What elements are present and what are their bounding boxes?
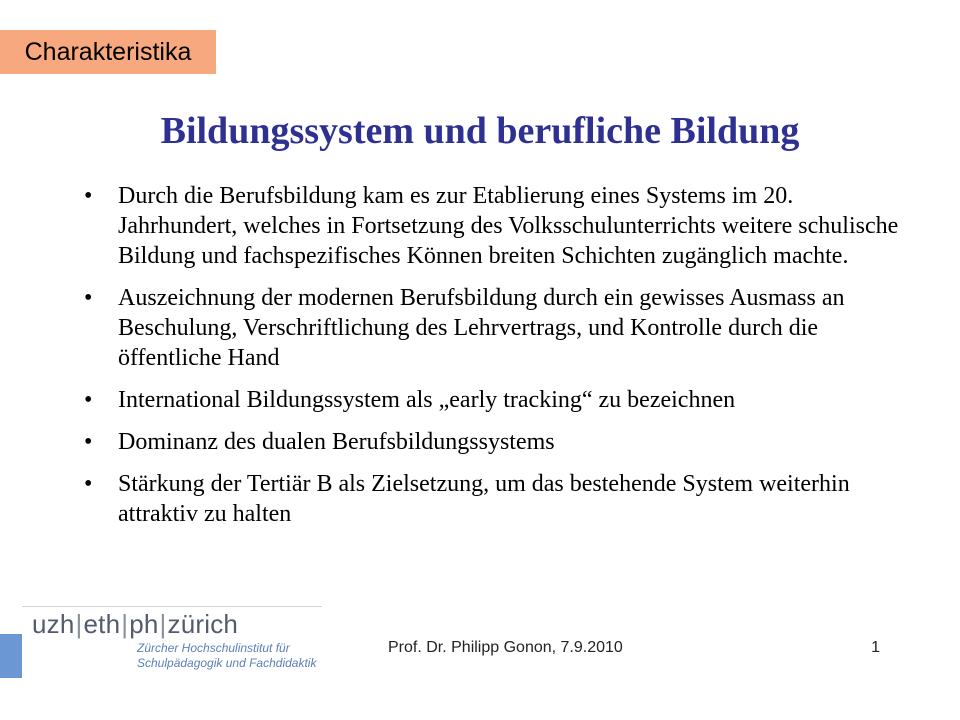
bullet-item	[84, 427, 904, 457]
logo-separator: |	[75, 609, 83, 639]
bullet-text: Durch die Berufsbildung kam es zur Etablierung eines Systems im 20. Jahrhundert, welches in Fortsetzung des Volksschulunterrichts weitere schulische Bildung und fachspezifisches Können breiten Schichten zugänglich machte.	[118, 183, 899, 269]
logo-part-uzh: uzh	[32, 609, 75, 639]
logo-separator: |	[121, 609, 129, 639]
logo-subtitle	[137, 641, 316, 671]
page-number: 1	[871, 639, 880, 656]
logo-separator: |	[159, 609, 167, 639]
bullet-marker: •	[84, 429, 93, 455]
bullet-item	[84, 181, 904, 271]
bullet-text: Stärkung der Tertiär B als Zielsetzung, um das bestehende System weiterhin attraktiv zu halten	[118, 471, 850, 527]
logo-part-ph: ph	[129, 609, 159, 639]
logo-wordmark	[32, 607, 322, 641]
institution-logo	[32, 607, 322, 677]
bullet-item	[84, 283, 904, 373]
bullet-list	[84, 181, 904, 541]
logo-subtitle-line: Zürcher Hochschulinstitut für	[137, 641, 290, 655]
bullet-marker: •	[84, 387, 93, 413]
bullet-marker: •	[84, 285, 93, 311]
bullet-text: Dominanz des dualen Berufsbildungssystems	[118, 429, 555, 455]
logo-part-eth: eth	[83, 609, 121, 639]
bullet-item	[84, 385, 904, 415]
section-tag: Charakteristika	[0, 30, 216, 74]
logo-part-zurich: zürich	[167, 609, 239, 639]
bullet-item	[84, 469, 904, 529]
bullet-marker: •	[84, 183, 93, 209]
logo-accent-bar	[0, 634, 22, 678]
bullet-text: International Bildungssystem als „early tracking“ zu bezeichnen	[118, 387, 736, 413]
footer-author-date: Prof. Dr. Philipp Gonon, 7.9.2010	[388, 639, 623, 656]
slide-title: Bildungssystem und berufliche Bildung	[160, 110, 800, 152]
bullet-text: Auszeichnung der modernen Berufsbildung durch ein gewisses Ausmass an Beschulung, Verschriftlichung des Lehrvertrags, und Kontrolle durch die öffentliche Hand	[118, 285, 845, 371]
logo-subtitle-line: Schulpädagogik und Fachdidaktik	[137, 656, 317, 670]
bullet-marker: •	[84, 471, 93, 497]
